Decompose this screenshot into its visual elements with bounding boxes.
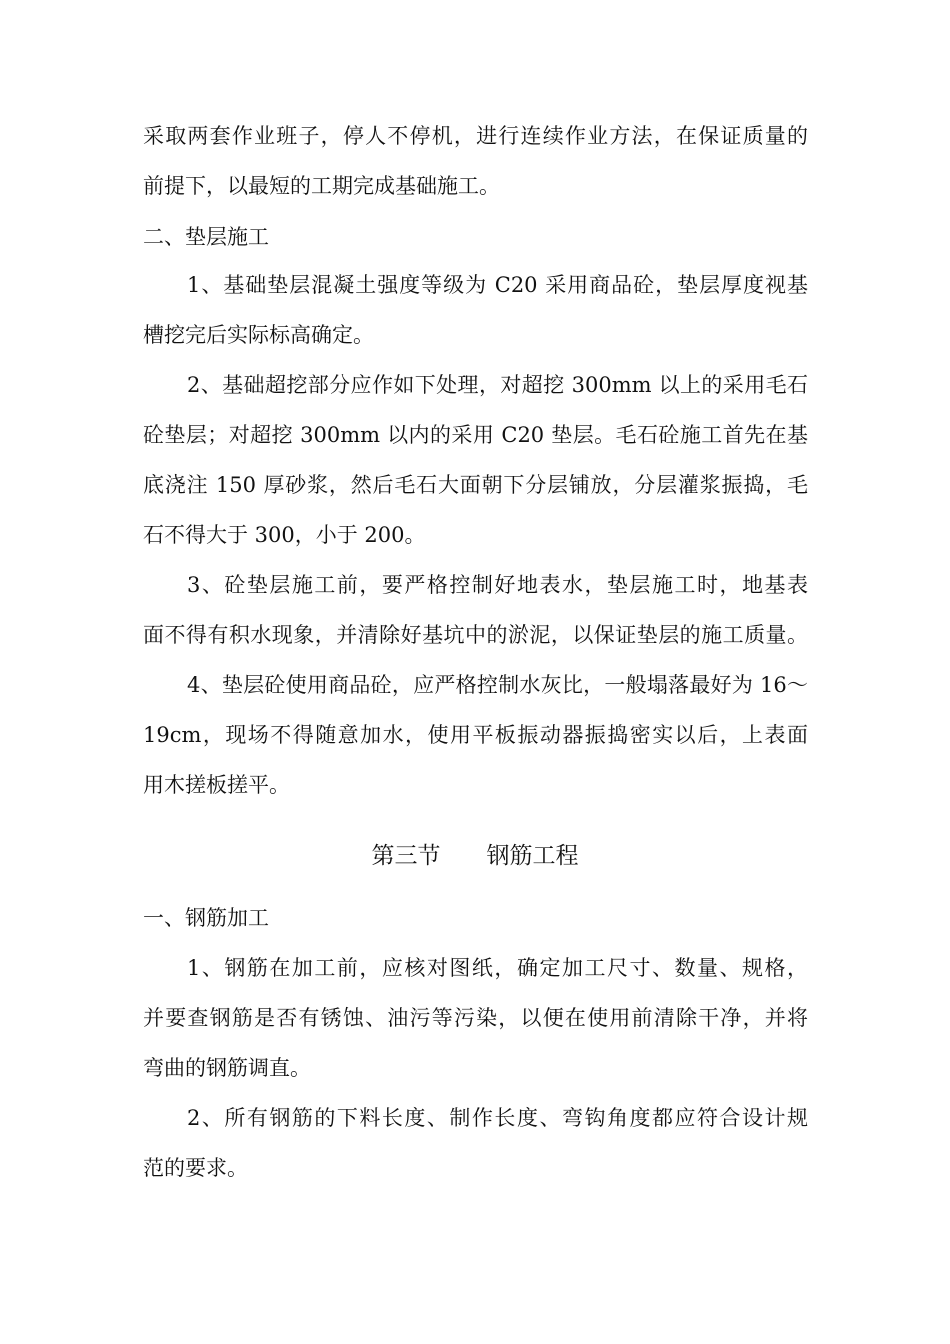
item-2-line-2: 砼垫层；对超挖 300mm 以内的采用 C20 垫层。毛石砼施工首先在基 <box>143 423 808 447</box>
paragraph-line-continuation: 采取两套作业班子，停人不停机，进行连续作业方法，在保证质量的 <box>143 124 808 148</box>
item-3-line-1: 3、砼垫层施工前，要严格控制好地表水，垫层施工时，地基表 <box>187 573 808 597</box>
rebar-item-2-line-1: 2、所有钢筋的下料长度、制作长度、弯钩角度都应符合设计规 <box>187 1106 808 1130</box>
item-4-line-2: 19cm，现场不得随意加水，使用平板振动器振捣密实以后，上表面 <box>143 723 808 747</box>
rebar-item-1-line-2: 并要查钢筋是否有锈蚀、油污等污染，以便在使用前清除干净，并将 <box>143 1006 808 1030</box>
subheading-cushion-construction: 二、垫层施工 <box>143 225 269 249</box>
subheading-rebar-processing: 一、钢筋加工 <box>143 906 269 930</box>
item-4-line-3: 用木搓板搓平。 <box>143 773 290 797</box>
item-2-line-4: 石不得大于 300，小于 200。 <box>143 523 426 547</box>
item-3-line-2: 面不得有积水现象，并清除好基坑中的淤泥，以保证垫层的施工质量。 <box>143 623 808 647</box>
item-1-line-2: 槽挖完后实际标高确定。 <box>143 323 374 347</box>
item-2-line-3: 底浇注 150 厚砂浆，然后毛石大面朝下分层铺放，分层灌浆振捣，毛 <box>143 473 808 497</box>
rebar-item-1-line-3: 弯曲的钢筋调直。 <box>143 1056 311 1080</box>
section-heading: 第三节 钢筋工程 <box>371 843 579 869</box>
item-4-line-1: 4、垫层砼使用商品砼，应严格控制水灰比，一般塌落最好为 16～ <box>187 673 808 697</box>
item-2-line-1: 2、基础超挖部分应作如下处理，对超挖 300mm 以上的采用毛石 <box>187 373 808 397</box>
rebar-item-2-line-2: 范的要求。 <box>143 1156 248 1180</box>
paragraph-line-continuation-end: 前提下，以最短的工期完成基础施工。 <box>143 174 500 198</box>
rebar-item-1-line-1: 1、钢筋在加工前，应核对图纸，确定加工尺寸、数量、规格， <box>187 956 808 980</box>
item-1-line-1: 1、基础垫层混凝土强度等级为 C20 采用商品砼，垫层厚度视基 <box>187 273 808 297</box>
